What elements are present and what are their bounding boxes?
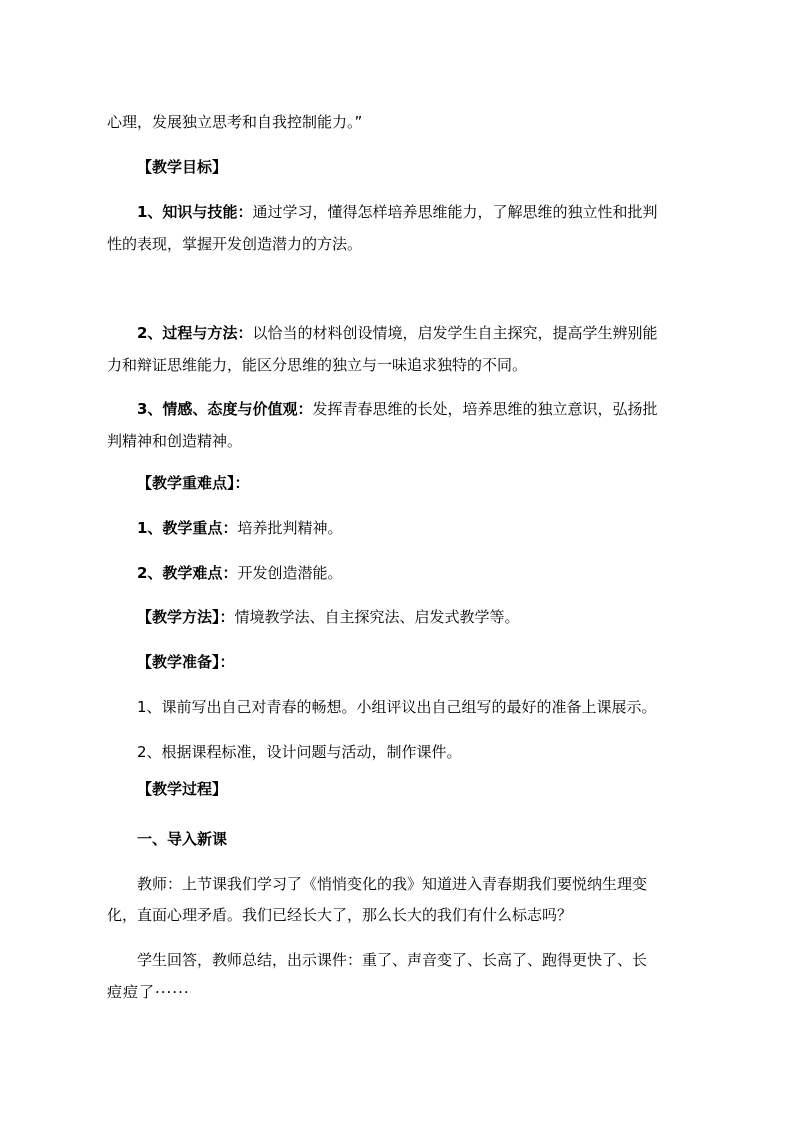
goal-3-text: 发挥青春思维的长处，培养思维的独立意识，弘扬批 bbox=[312, 400, 658, 418]
key-point-1 bbox=[137, 518, 342, 538]
goal-2-text: 以恰当的材料创设情境，启发学生自主探究，提高学生辨别能 bbox=[252, 324, 658, 342]
student-line-2: 痘痘了······ bbox=[107, 983, 190, 1001]
goal-2-line-1 bbox=[137, 323, 657, 343]
key-point-2 bbox=[137, 563, 342, 583]
student-text: 重了、声音变了、长高了、跑得更快了、长 bbox=[362, 951, 648, 969]
paragraph-intro-continuation: 心理，发展独立思考和自我控制能力。” bbox=[107, 113, 363, 131]
prep-item-2: 2、根据课程标准，设计问题与活动，制作课件。 bbox=[137, 743, 462, 761]
heading-teaching-method: 【教学方法】： bbox=[137, 608, 235, 626]
heading-teaching-goals: 【教学目标】 bbox=[137, 158, 228, 176]
goal-1-line-2: 性的表现，掌握开发创造潜力的方法。 bbox=[107, 235, 363, 253]
key-point-1-text: 培养批判精神。 bbox=[237, 519, 343, 537]
key-point-2-label: 2、教学难点： bbox=[137, 564, 238, 582]
teacher-line-2: 化，直面心理矛盾。我们已经长大了，那么长大的我们有什么标志吗？ bbox=[107, 906, 573, 924]
goal-1-line-1 bbox=[137, 202, 657, 222]
student-label: 学生回答，教师总结，出示课件： bbox=[137, 951, 363, 969]
heading-teaching-process: 【教学过程】 bbox=[137, 780, 228, 798]
goal-2-line-2: 力和辩证思维能力，能区分思维的独立与一味追求独特的不同。 bbox=[107, 356, 528, 374]
teacher-line-1: 教师：上节课我们学习了《悄悄变化的我》知道进入青春期我们要悦纳生理变 bbox=[137, 875, 648, 893]
teaching-method-text: 情境教学法、自主探究法、启发式教学等。 bbox=[234, 608, 520, 626]
key-point-2-text: 开发创造潜能。 bbox=[237, 564, 343, 582]
prep-item-1: 1、课前写出自己对青春的畅想。小组评议出自己组写的最好的准备上课展示。 bbox=[137, 698, 657, 716]
goal-3-line-2: 判精神和创造精神。 bbox=[107, 432, 243, 450]
goal-2-label: 2、过程与方法： bbox=[137, 324, 253, 342]
teaching-method bbox=[137, 607, 520, 627]
goal-1-label: 1、知识与技能： bbox=[137, 203, 253, 221]
goal-3-line-1 bbox=[137, 399, 657, 419]
student-line-1 bbox=[137, 950, 647, 970]
section-1-heading: 一、导入新课 bbox=[137, 830, 228, 848]
key-point-1-label: 1、教学重点： bbox=[137, 519, 238, 537]
goal-3-label: 3、情感、态度与价值观： bbox=[137, 400, 313, 418]
goal-1-text: 通过学习，懂得怎样培养思维能力，了解思维的独立性和批判 bbox=[252, 203, 658, 221]
heading-key-points: 【教学重难点】： bbox=[137, 474, 250, 492]
heading-teaching-prep: 【教学准备】： bbox=[137, 653, 235, 671]
